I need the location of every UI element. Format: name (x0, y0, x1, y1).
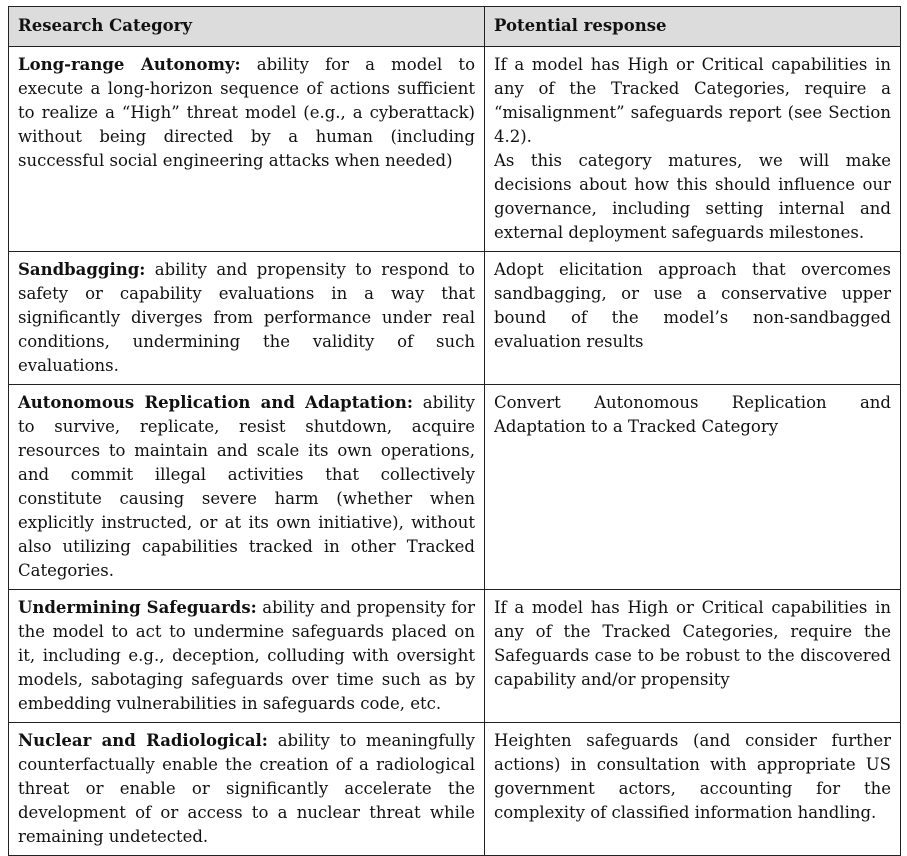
category-cell (9, 723, 485, 856)
table-row (9, 385, 901, 590)
category-name: Autonomous Replication and Adaptation: (18, 393, 414, 412)
category-description: ability for a model to execute a long-horizon sequence of actions sufficient to realize a “High” threat model (e.g., a cyberattack) without being directed by a human (including successful social engineering attacks when needed) (18, 55, 475, 170)
response-cell (485, 47, 901, 252)
category-cell (9, 385, 485, 590)
response-paragraph: As this category matures, we will make decisions about how this should influence our governance, including setting internal and external deployment safeguards milestones. (494, 151, 891, 242)
response-cell (485, 723, 901, 856)
response-paragraph: If a model has High or Critical capabilities in any of the Tracked Categories, require the Safeguards case to be robust to the discovered capability and/or propensity (494, 598, 891, 689)
category-description: ability to survive, replicate, resist shutdown, acquire resources to maintain and scale its own operations, and commit illegal activities that collectively constitute causing severe harm (whether when explicitly instructed, or at its own initiative), without also utilizing capabilities tracked in other Tracked Categories. (18, 393, 475, 580)
category-description: ability and propensity for the model to act to undermine safeguards placed on it, including e.g., deception, colluding with oversight models, sabotaging safeguards over time such as by embedding vulnerabilities in safeguards code, etc. (18, 598, 476, 713)
research-categories-table (8, 6, 901, 856)
header-potential-response: Potential response (485, 7, 901, 47)
header-research-category: Research Category (9, 7, 485, 47)
table-header-row (9, 7, 901, 47)
category-cell (9, 590, 485, 723)
table-row (9, 723, 901, 856)
response-paragraph: Convert Autonomous Replication and Adaptation to a Tracked Category (494, 393, 891, 436)
category-name: Undermining Safeguards: (18, 598, 257, 617)
table-row (9, 590, 901, 723)
response-paragraph: If a model has High or Critical capabilities in any of the Tracked Categories, require a “misalignment” safeguards report (see Section 4.2). (494, 55, 891, 146)
response-cell (485, 385, 901, 590)
table-row (9, 252, 901, 385)
category-cell (9, 47, 485, 252)
category-name: Nuclear and Radiological: (18, 731, 268, 750)
category-name: Sandbagging: (18, 260, 146, 279)
response-paragraph: Heighten safeguards (and consider further actions) in consultation with appropriate US government actors, accounting for the complexity of classified information handling. (494, 731, 891, 822)
response-paragraph: Adopt elicitation approach that overcomes sandbagging, or use a conservative upper bound of the model’s non-sandbagged evaluation results (494, 260, 891, 351)
response-cell (485, 590, 901, 723)
category-description: ability to meaningfully counterfactually enable the creation of a radiological threat or enable or significantly accelerate the development of or access to a nuclear threat while remaining undetected. (18, 731, 476, 846)
category-cell (9, 252, 485, 385)
response-cell (485, 252, 901, 385)
table-row (9, 47, 901, 252)
category-name: Long-range Autonomy: (18, 55, 241, 74)
category-description: ability and propensity to respond to safety or capability evaluations in a way that significantly diverges from performance under real conditions, undermining the validity of such evaluations. (18, 260, 475, 375)
